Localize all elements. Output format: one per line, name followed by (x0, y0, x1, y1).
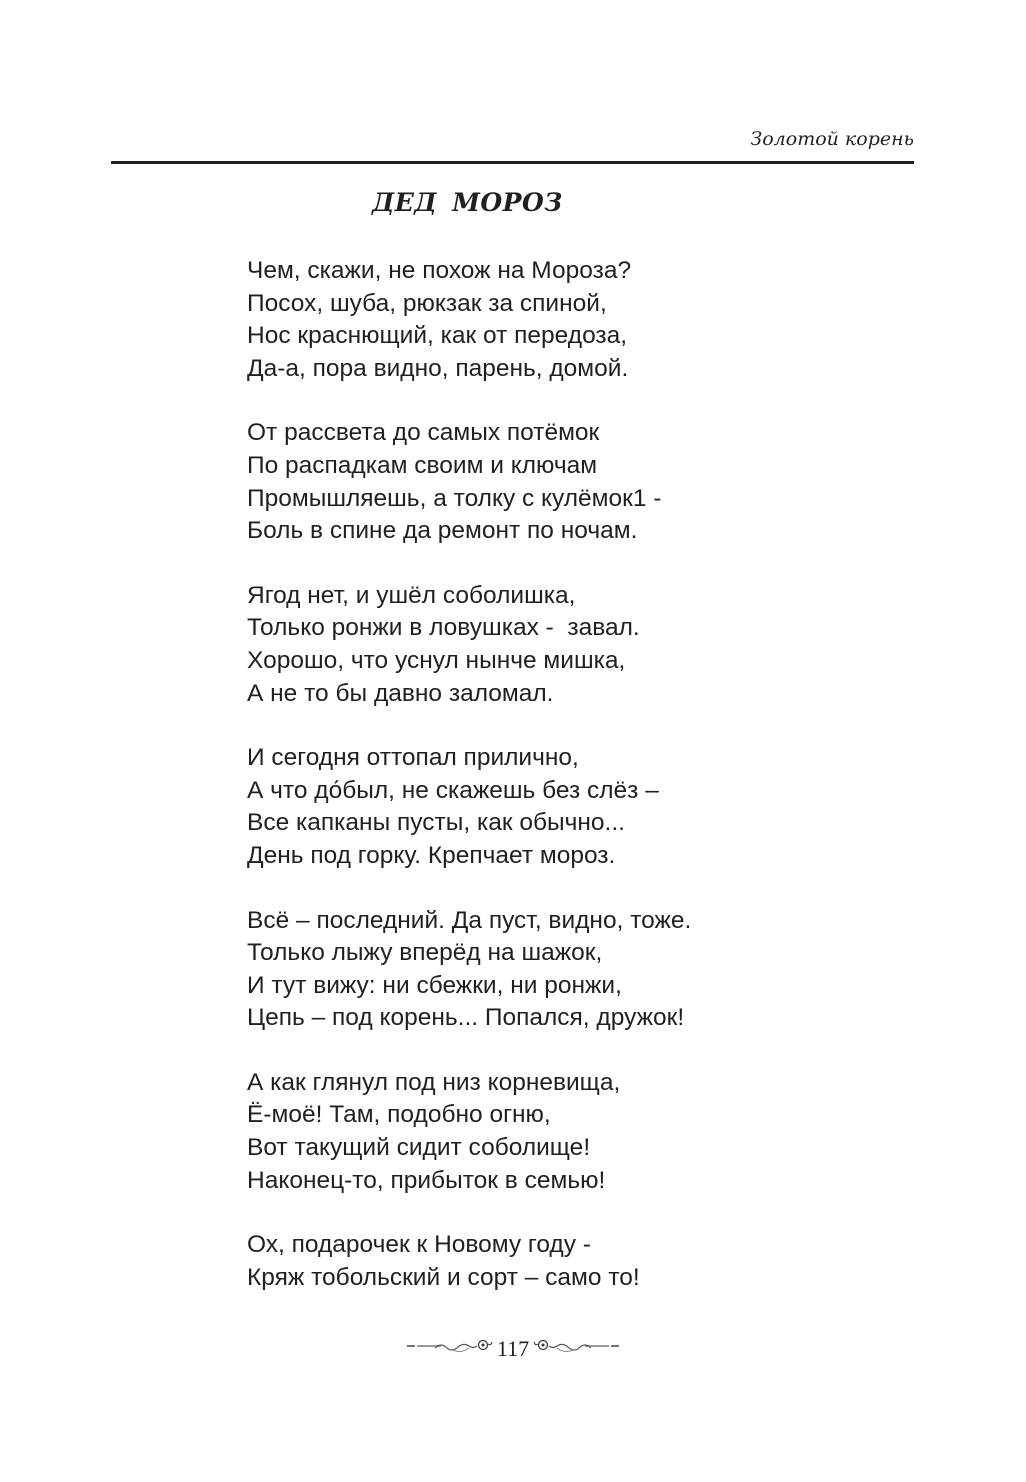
running-head: Золотой корень (750, 128, 914, 150)
poem-line: От рассвета до самых потёмок (247, 419, 600, 447)
poem-line: Все капканы пусты, как обычно... (247, 809, 625, 837)
left-flourish-icon (405, 1336, 493, 1362)
poem-line: Ох, подарочек к Новому году - (247, 1231, 591, 1259)
poem-line: Промышляешь, а толку с кулёмок1 - (247, 484, 662, 512)
poem-line: А как глянул под низ корневища, (247, 1068, 621, 1096)
poem-line: Вот такущий сидит соболище! (247, 1134, 591, 1162)
poem-line: Чем, скажи, не похож на Мороза? (247, 257, 632, 284)
poem-title: ДЕД МОРОЗ (372, 188, 563, 217)
poem-line: Ягод нет, и ушёл соболишка, (247, 581, 576, 609)
poem-line: Цепь – под корень... Попался, дружок! (247, 1004, 685, 1032)
header-rule (111, 161, 914, 164)
poem-line: Наконец-то, прибыток в семью! (247, 1166, 606, 1194)
poem-line: Только ронжи в ловушках - завал. (247, 614, 640, 642)
poem-line: И тут вижу: ни сбежки, ни ронжи, (247, 971, 622, 999)
stanza (247, 1067, 691, 1197)
stanza (247, 742, 691, 872)
poem-line: Да-а, пора видно, парень, домой. (247, 354, 629, 382)
page-footer (0, 1336, 1026, 1362)
stanza (247, 580, 691, 710)
right-flourish-icon (533, 1336, 621, 1362)
poem-line: Ё-моё! Там, подобно огню, (247, 1101, 551, 1129)
poem-line: По распадкам своим и ключам (247, 451, 598, 479)
poem-line: А что до́был, не скажешь без слёз – (247, 776, 659, 804)
poem-line: Хорошо, что уснул нынче мишка, (247, 646, 626, 674)
poem-line: Только лыжу вперёд на шажок, (247, 939, 603, 967)
poem-line: Кряж тобольский и сорт – само то! (247, 1263, 640, 1291)
poem-line: А не то бы давно заломал. (247, 679, 554, 707)
poem-line: Посох, шуба, рюкзак за спиной, (247, 289, 607, 317)
poem-line: И сегодня оттопал прилично, (247, 744, 579, 772)
page-number: 117 (496, 1336, 530, 1361)
stanza (247, 255, 691, 385)
poem-line: Боль в спине да ремонт по ночам. (247, 517, 638, 545)
poem-line: Всё – последний. Да пуст, видно, тоже. (247, 906, 692, 934)
poem-line: Нос краснющий, как от передоза, (247, 322, 628, 350)
stanza (247, 905, 691, 1035)
stanza (247, 1229, 691, 1294)
poem-body (247, 255, 691, 1326)
stanza (247, 417, 691, 547)
poem-line: День под горку. Крепчает мороз. (247, 841, 616, 869)
